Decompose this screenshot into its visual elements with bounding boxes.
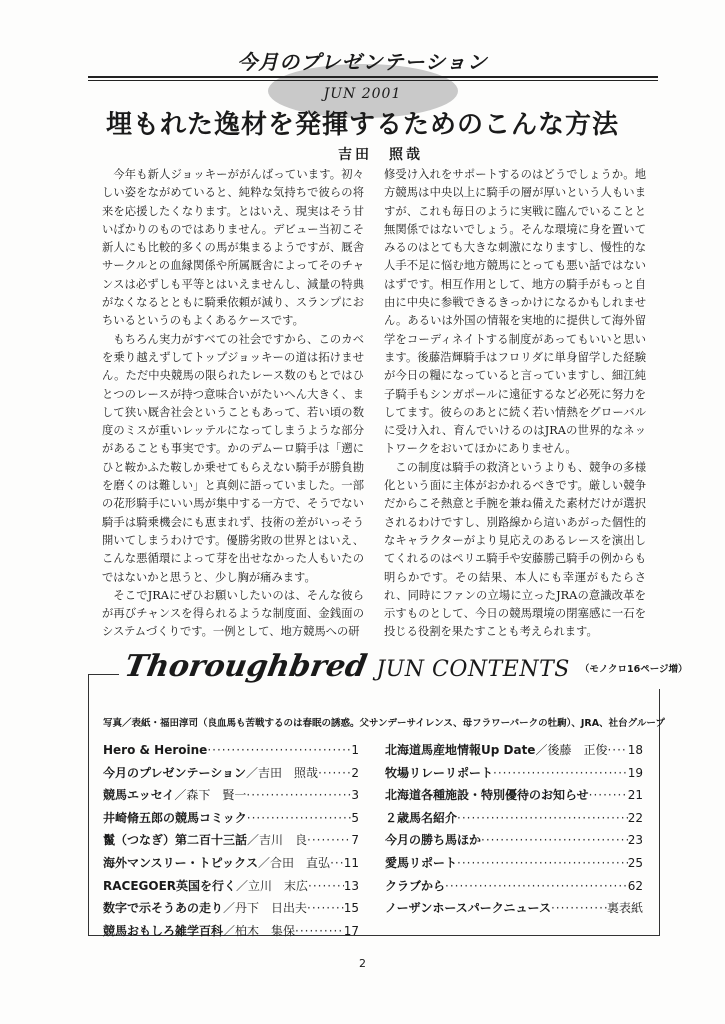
toc-entry[interactable]	[103, 875, 359, 898]
contents-heading	[119, 649, 696, 689]
toc-page: 15	[343, 901, 359, 916]
contents-note: （モノクロ16ページ増）	[579, 664, 688, 675]
toc-entry[interactable]	[103, 829, 359, 852]
toc-entry[interactable]	[385, 784, 643, 807]
toc-title: 数字で示そうあの走り	[103, 901, 224, 916]
paragraph: そこでJRAにぜひお願いしたいのは、そんな彼らが再びチャンスを得られるような制度面、金銭面のシステムづくりです。一例として、地方競馬への研	[102, 588, 364, 639]
toc-page: 11	[343, 855, 359, 870]
toc-leader	[457, 807, 628, 830]
toc-author: ／丹下 日出夫	[223, 901, 308, 916]
article-headline: 埋もれた逸材を発揮するためのこんな方法	[105, 110, 619, 140]
toc-entry[interactable]	[103, 739, 359, 762]
toc-entry[interactable]	[385, 852, 643, 875]
thoroughbred-logo: Thoroughbred	[121, 649, 370, 684]
toc-page: 62	[627, 878, 643, 893]
toc-entry[interactable]	[103, 852, 359, 875]
toc-author: ／立川 末広	[236, 878, 309, 893]
issue-label: JUN 2001	[323, 86, 402, 102]
article-author: 吉田 照哉	[338, 147, 423, 163]
toc-title: ノーザンホースパークニュース	[385, 901, 551, 916]
toc-left	[103, 739, 359, 942]
toc-page: 7	[351, 833, 359, 848]
toc-leader	[607, 739, 627, 762]
toc-title: ２歳馬名紹介	[385, 810, 458, 825]
toc-page: 22	[627, 810, 643, 825]
toc-leader	[295, 920, 344, 943]
toc-title: 鬣（つなぎ）第二百十三話	[103, 833, 248, 848]
paragraph: もちろん実力がすべての社会ですから、このカベを乗り越えずしてトップジョッキーの道は拓けません。ただ中央競馬の限られたレース数のもとではひとつのレースが持つ意味合いがたいへん大きく、まして狭い厩舎社会ということもあって、若い頃の数度のミスが重いレッテルになってしまうような部分があることも事実です。かのデムーロ騎手は「遡にひと鞍かふた鞍しか乗せてもらえない騎手が勝負勘を磨くのは難しい」と真剣に語っていました。一部の花形騎手にいい馬が集中する一方で、そうでない騎手は騎乗機会にも恵まれず、技術の差がいっそう開いてしまうわけです。優勝劣敗の世界とはいえ、こんな悪循環によって芽を出せなかった人もいたのではないかと思うと、少し胸が痛みます。	[102, 332, 364, 584]
toc-leader	[481, 829, 628, 852]
toc-page: 2	[351, 765, 359, 780]
toc-leader	[457, 852, 628, 875]
contents-title: JUN CONTENTS	[376, 657, 570, 682]
toc-entry[interactable]	[385, 762, 643, 785]
toc-entry[interactable]	[103, 762, 359, 785]
toc-author: ／吉田 照哉	[246, 765, 319, 780]
toc-author: ／吉川 良	[247, 833, 308, 848]
toc-leader	[207, 739, 351, 762]
toc-page: 3	[351, 788, 359, 803]
toc-leader	[551, 897, 607, 920]
toc-title: 北海道馬産地情報Up Date	[385, 743, 536, 757]
toc-page: 1	[351, 743, 359, 757]
toc-leader	[307, 829, 351, 852]
header-rule-thin	[88, 80, 658, 81]
toc-entry[interactable]	[385, 739, 643, 762]
toc-author: ／森下 賢一	[174, 788, 247, 803]
contents-box	[88, 649, 688, 938]
toc-page: 19	[627, 765, 643, 780]
toc-leader	[308, 875, 344, 898]
toc-leader	[589, 784, 628, 807]
toc-title: RACEGOER英国を行く	[103, 878, 237, 893]
toc-title: 今月の勝ち馬ほか	[385, 833, 482, 848]
toc-leader	[445, 875, 628, 898]
section-title: 今月のプレゼンテーション	[237, 50, 488, 74]
article-column-right	[384, 166, 646, 642]
toc-page: 5	[351, 810, 359, 825]
toc-entry[interactable]	[103, 784, 359, 807]
toc-leader	[330, 852, 344, 875]
toc-page: 18	[627, 743, 643, 757]
toc-page: 17	[343, 923, 359, 938]
toc-entry[interactable]	[385, 875, 643, 898]
photo-credit: 写真／表紙・福田淳司（良血馬も苦戦するのは春眠の誘惑。父サンデーサイレンス、母フラワーパークの牡駒）、JRA、社台グループ	[103, 718, 665, 729]
toc-title: 競馬おもしろ雑学百科	[103, 923, 224, 938]
toc-page: 25	[627, 855, 643, 870]
paragraph: 修受け入れをサポートするのはどうでしょうか。地方競馬は中央以上に騎手の層が厚いという人もいますが、これも毎日のように実戦に臨んでいることと無関係ではないでしょう。そんな環境に身を置いてみるのはとても大きな刺激になりますし、慢性的な人手不足に悩む地方競馬にとっても悪い話ではないはずです。相互作用として、地方の騎手がもっと自由に中央に参戦できるきっかけになるかもしれません。あるいは外国の情報を実地的に提供して海外留学をコーディネイトする制度があってもいいと思います。後藤浩輝騎手はフロリダに単身留学した経験が今日の糧になっていると言っていますし、細江純子騎手もシンガポールに遠征するなど必死に努力をしてます。彼らのあとに続く若い情熱をグローバルに受け入れ、育んでいけるのはJRAの世界的なネットワークをおいてほかにありません。	[384, 168, 646, 456]
toc-entry[interactable]	[385, 807, 643, 830]
toc-title: 愛馬リポート	[385, 855, 458, 870]
toc-author: ／合田 直弘	[258, 855, 331, 870]
page-number: 2	[359, 957, 366, 970]
toc-page: 21	[627, 788, 643, 803]
toc-author: ／柏木 集保	[223, 923, 296, 938]
toc-entry[interactable]	[103, 920, 359, 943]
toc-title: 競馬エッセイ	[103, 788, 175, 803]
header-rule	[88, 76, 658, 78]
toc-title: クラブから	[385, 878, 446, 893]
toc-title: 北海道各種施設・特別優待のお知らせ	[385, 788, 589, 803]
toc-title: 牧場リレーリポート	[385, 765, 494, 780]
toc-author: ／後藤 正俊	[535, 743, 608, 757]
toc-title: 今月のプレゼンテーション	[103, 765, 247, 780]
toc-title: 井崎脩五郎の競馬コミック	[103, 810, 247, 825]
paragraph: 今年も新人ジョッキーががんばっています。初々しい姿をながめていると、純粋な気持ちで彼らの将来を応援したくなります。とはいえ、現実はそう甘いばかりのものではありません。デビュー当初こそ新人にも比較的多くの馬が集まるようですが、厩舎サークルとの血縁関係や所属厩舎によってそのチャンスは必ずしも平等とはいえませんし、減量の特典がなくなるとともに騎乗依頼が減り、スランプにおちいるというのもよくあるケースです。	[102, 168, 364, 328]
toc-leader	[247, 807, 352, 830]
toc-leader	[246, 784, 351, 807]
toc-entry[interactable]	[103, 897, 359, 920]
toc-page: 23	[627, 833, 643, 848]
toc-leader	[307, 897, 344, 920]
article-header	[0, 0, 725, 163]
toc-entry[interactable]	[385, 897, 643, 920]
toc-entry[interactable]	[385, 829, 643, 852]
toc-leader	[318, 762, 351, 785]
toc-page: 13	[343, 878, 359, 893]
toc-right	[385, 739, 643, 920]
toc-title: 海外マンスリー・トピックス	[103, 855, 259, 870]
toc-leader	[493, 762, 628, 785]
article-column-left	[102, 166, 364, 642]
paragraph: この制度は騎手の救済というよりも、競争の多様化という面に主体がおかれるべきです。厳しい競争だからこそ熱意と手腕を兼ね備えた素材だけが選択されるわけですし、別路線から這いあがった個性的なキャラクターがより見応えのあるレースを演出してくれるのはペリエ騎手や安藤勝己騎手の例からも明らかです。その結果、本人にも幸運がもたらされ、同時にファンの立場に立ったJRAの意識改革を示すものとして、今日の競馬環境の閉塞感に一石を投じる役割を果たすことも考えられます。	[384, 460, 646, 639]
toc-page: 裏表紙	[606, 901, 643, 916]
toc-entry[interactable]	[103, 807, 359, 830]
toc-title: Hero & Heroine	[103, 743, 208, 757]
